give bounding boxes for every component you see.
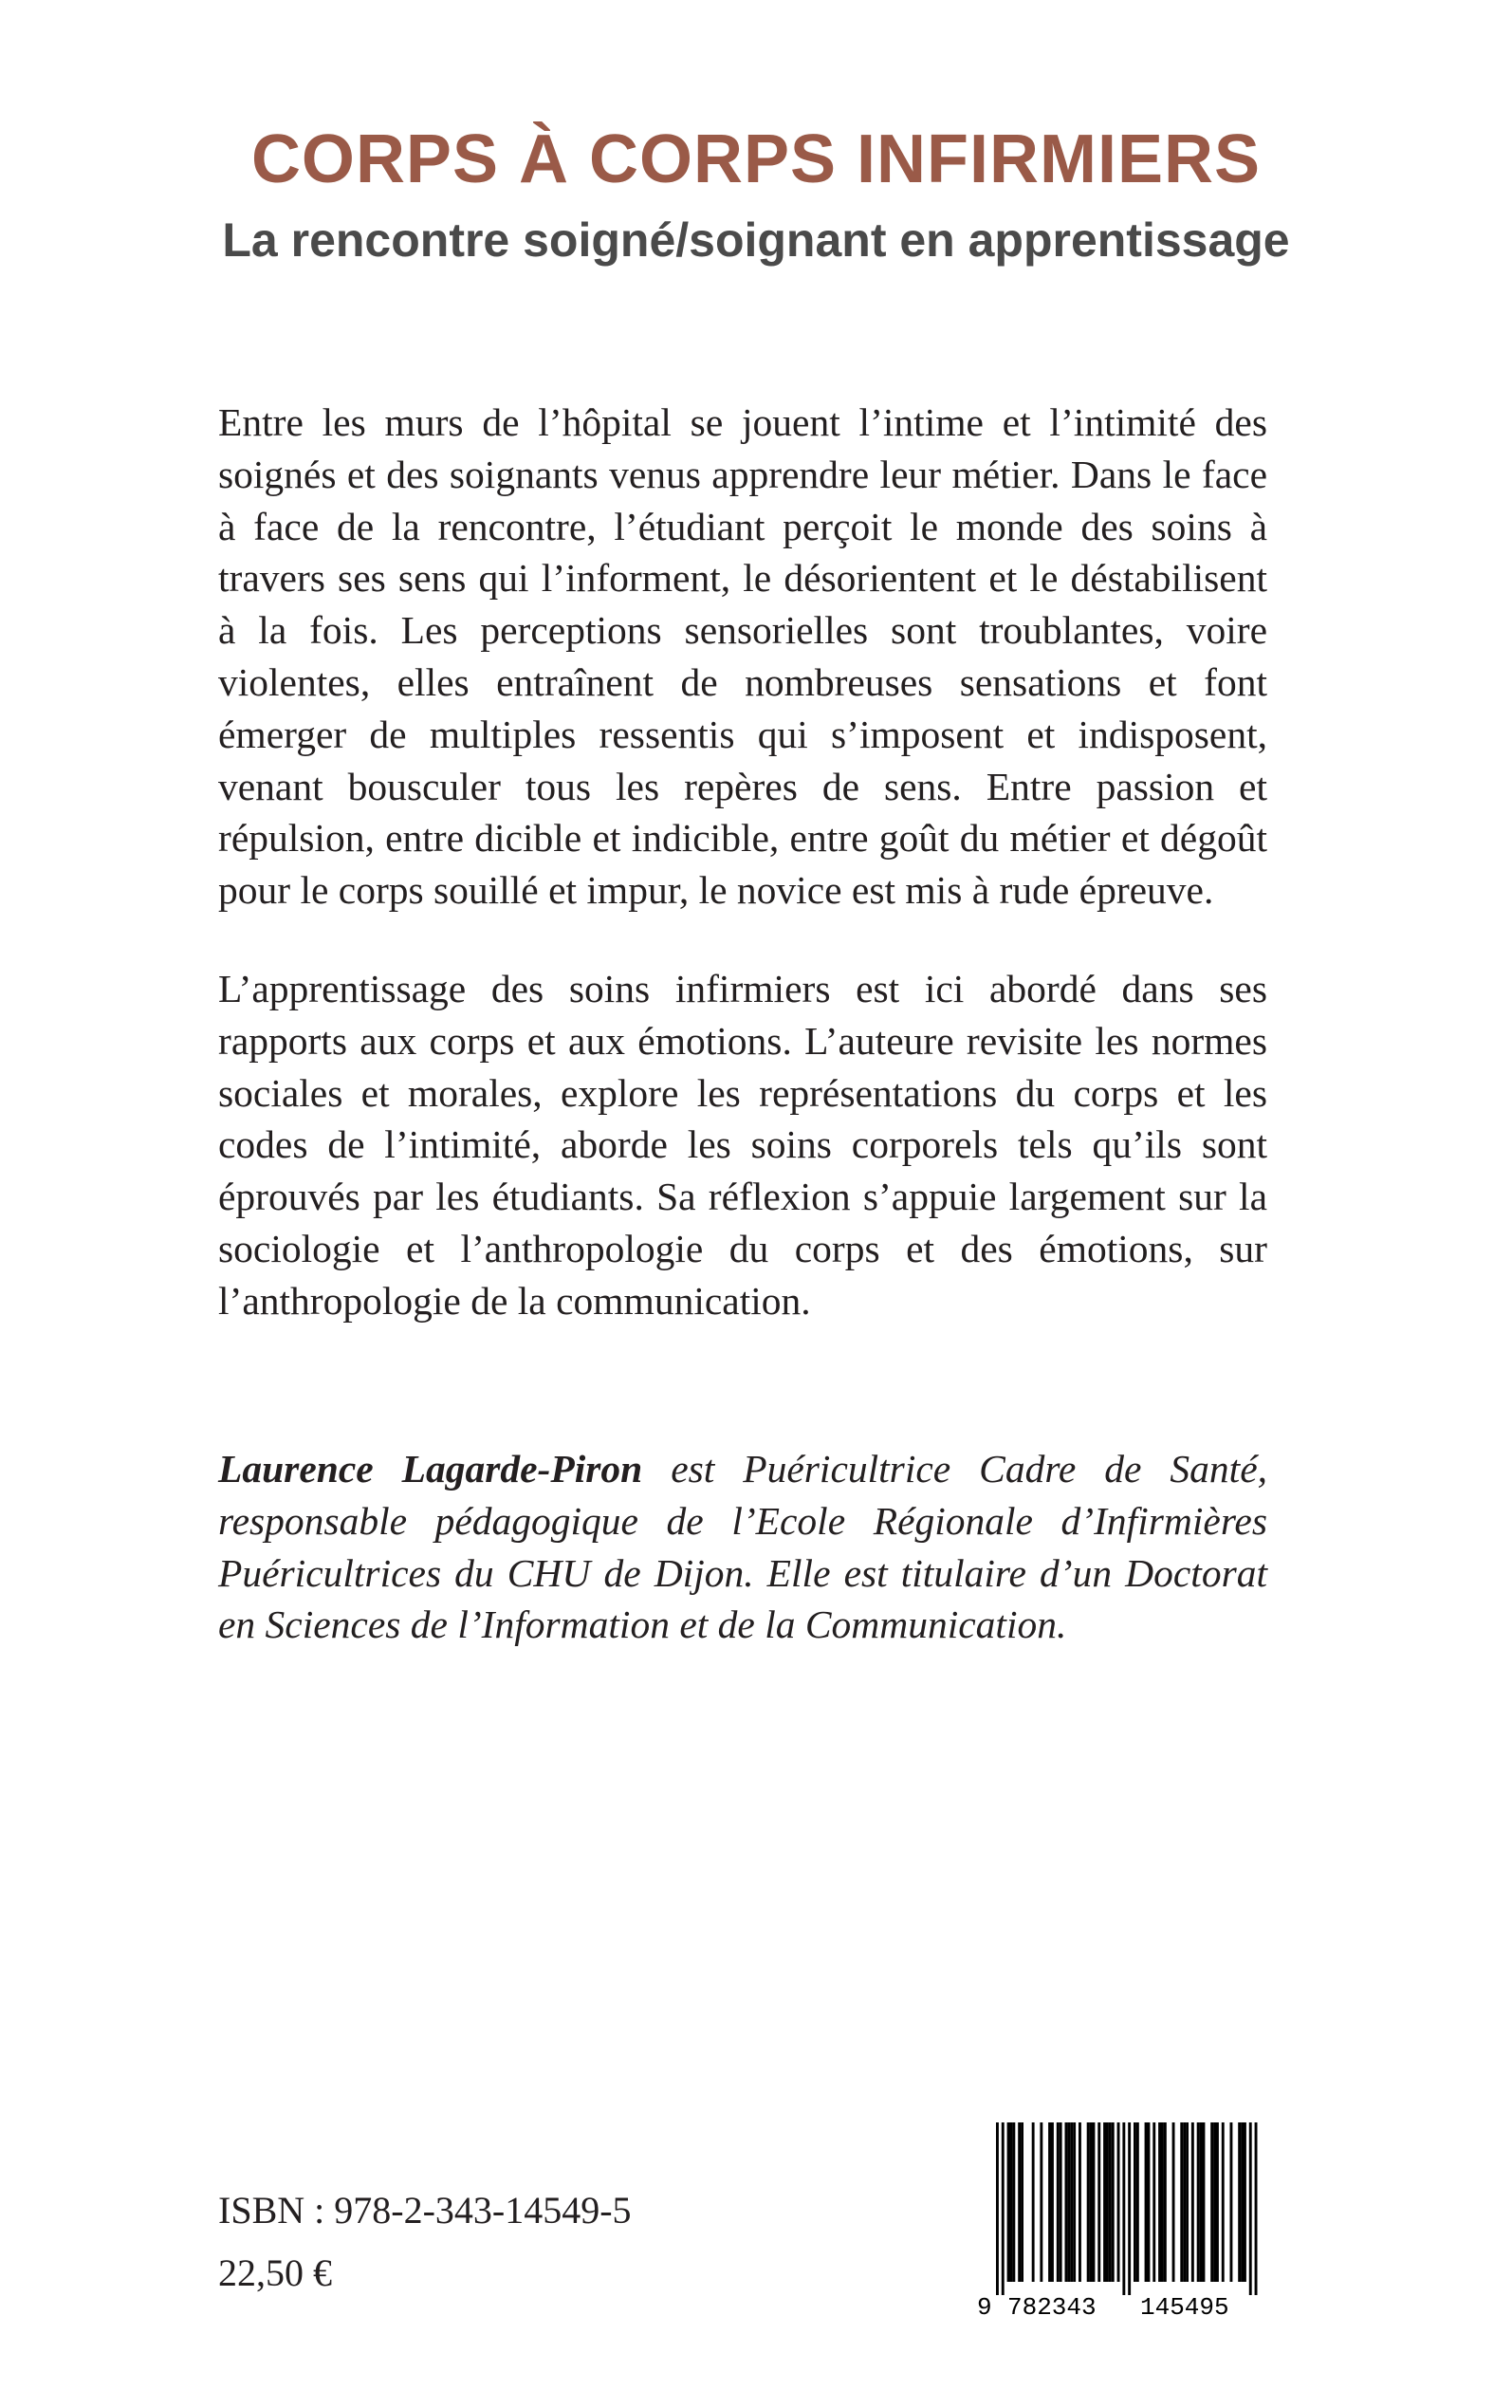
- barcode-bar: [1148, 2122, 1151, 2282]
- summary-paragraph-1: Entre les murs de l’hôpital se jouent l’intime et l’intimité des soignés et des soignants venus apprendre leur métier. Dans le face à face de la rencontre, l’étudiant perçoit le monde des soins à travers ses sens qui l’informent, le désorientent et le déstabilisent à la fois. Les perceptions sensorielles sont troublantes, voire violentes, elles entraînent de nombreuses sensations et font émerger de multiples ressentis qui s’imposent et indisposent, venant bousculer tous les repères de sens. Entre passion et répulsion, entre dicible et indicible, entre goût du métier et dégoût pour le corps souillé et impur, le novice est mis à rude épreuve.: [218, 400, 1267, 913]
- barcode-bar: [1230, 2122, 1233, 2282]
- barcode-bar: [1010, 2122, 1013, 2282]
- barcode-bar: [1244, 2122, 1246, 2282]
- price: 22,50 €: [218, 2251, 332, 2294]
- barcode-bar: [1145, 2122, 1148, 2282]
- author-bio: [218, 1443, 1267, 1651]
- barcode-bar: [1134, 2122, 1136, 2282]
- barcode-right-digits: 145495: [1140, 2293, 1229, 2322]
- summary-paragraph-2: L’apprentissage des soins infirmiers est ici abordé dans ses rapports aux corps et aux émotions. L’auteure revisite les normes sociales et morales, explore les représentations du corps et les codes de l’intimité, aborde les soins corporels tels qu’ils sont éprouvés par les étudiants. Sa réflexion s’appuie largement sur la sociologie et l’anthropologie du corps et des émotions, sur l’anthropologie de la communication.: [218, 967, 1267, 1323]
- barcode-bar: [1097, 2122, 1100, 2282]
- barcode-bar: [1186, 2122, 1189, 2282]
- barcode-bar: [1087, 2122, 1090, 2282]
- author-description: est Puéricultrice Cadre de Santé, responsable pédagogique de l’Ecole Régionale d’Infirmières Puéricultrices du CHU de Dijon. Elle est titulaire d’un Doctorat en Sciences de l’Information et de la Communication.: [218, 1447, 1267, 1647]
- barcode-bar: [1060, 2122, 1062, 2282]
- barcode-bar: [1136, 2122, 1139, 2282]
- barcode-bar: [1216, 2122, 1219, 2282]
- barcode-bar: [1070, 2122, 1073, 2282]
- barcode-bar: [1241, 2122, 1244, 2282]
- barcode: [975, 2119, 1271, 2322]
- book-subtitle: La rencontre soigné/soignant en apprentissage: [222, 213, 1290, 267]
- barcode-bar: [1161, 2122, 1164, 2282]
- barcode-bar: [1106, 2122, 1109, 2282]
- barcode-bar: [1051, 2122, 1054, 2282]
- barcode-bar: [1172, 2122, 1175, 2282]
- barcode-bar: [1002, 2122, 1005, 2295]
- barcode-bar: [1067, 2122, 1070, 2282]
- barcode-bar: [1128, 2122, 1131, 2295]
- barcode-bar: [1018, 2122, 1021, 2282]
- barcode-bar: [1222, 2122, 1225, 2282]
- barcode-bar: [996, 2122, 999, 2295]
- barcode-bar: [1191, 2122, 1194, 2282]
- barcode-bar: [1090, 2122, 1093, 2282]
- barcode-bar: [1103, 2122, 1106, 2282]
- barcode-bar: [1057, 2122, 1060, 2282]
- barcode-bar: [1158, 2122, 1161, 2282]
- barcode-bar: [1200, 2122, 1203, 2282]
- barcode-bar: [1238, 2122, 1241, 2282]
- barcode-bar: [1117, 2122, 1120, 2282]
- author-name: Laurence Lagarde-Piron: [218, 1447, 643, 1491]
- barcode-bar: [1122, 2122, 1125, 2295]
- barcode-bar: [1203, 2122, 1206, 2282]
- barcode-bar: [1210, 2122, 1213, 2282]
- barcode-bar: [1213, 2122, 1216, 2282]
- barcode-bar: [1180, 2122, 1183, 2282]
- barcode-bar: [1109, 2122, 1112, 2282]
- barcode-bar: [1197, 2122, 1200, 2282]
- barcode-bar: [1183, 2122, 1186, 2282]
- barcode-bar: [1021, 2122, 1023, 2282]
- barcode-left-digits: 782343: [1007, 2293, 1097, 2322]
- isbn: ISBN : 978-2-343-14549-5: [218, 2189, 632, 2232]
- barcode-bar: [1112, 2122, 1115, 2282]
- barcode-first-digit: 9: [977, 2293, 992, 2322]
- barcode-bar: [1079, 2122, 1081, 2282]
- barcode-bar: [1032, 2122, 1035, 2282]
- barcode-bar: [1065, 2122, 1068, 2282]
- book-title: CORPS À CORPS INFIRMIERS: [250, 121, 1262, 197]
- barcode-image: [975, 2119, 1271, 2322]
- barcode-bar: [1249, 2122, 1252, 2295]
- barcode-bar: [1007, 2122, 1010, 2282]
- barcode-bar: [1048, 2122, 1051, 2282]
- barcode-bar: [1164, 2122, 1167, 2282]
- barcode-bar: [1073, 2122, 1076, 2282]
- barcode-bar: [1093, 2122, 1096, 2282]
- barcode-bar: [1040, 2122, 1042, 2282]
- barcode-bar: [1152, 2122, 1155, 2282]
- barcode-bar: [1255, 2122, 1258, 2295]
- barcode-bar: [1012, 2122, 1015, 2282]
